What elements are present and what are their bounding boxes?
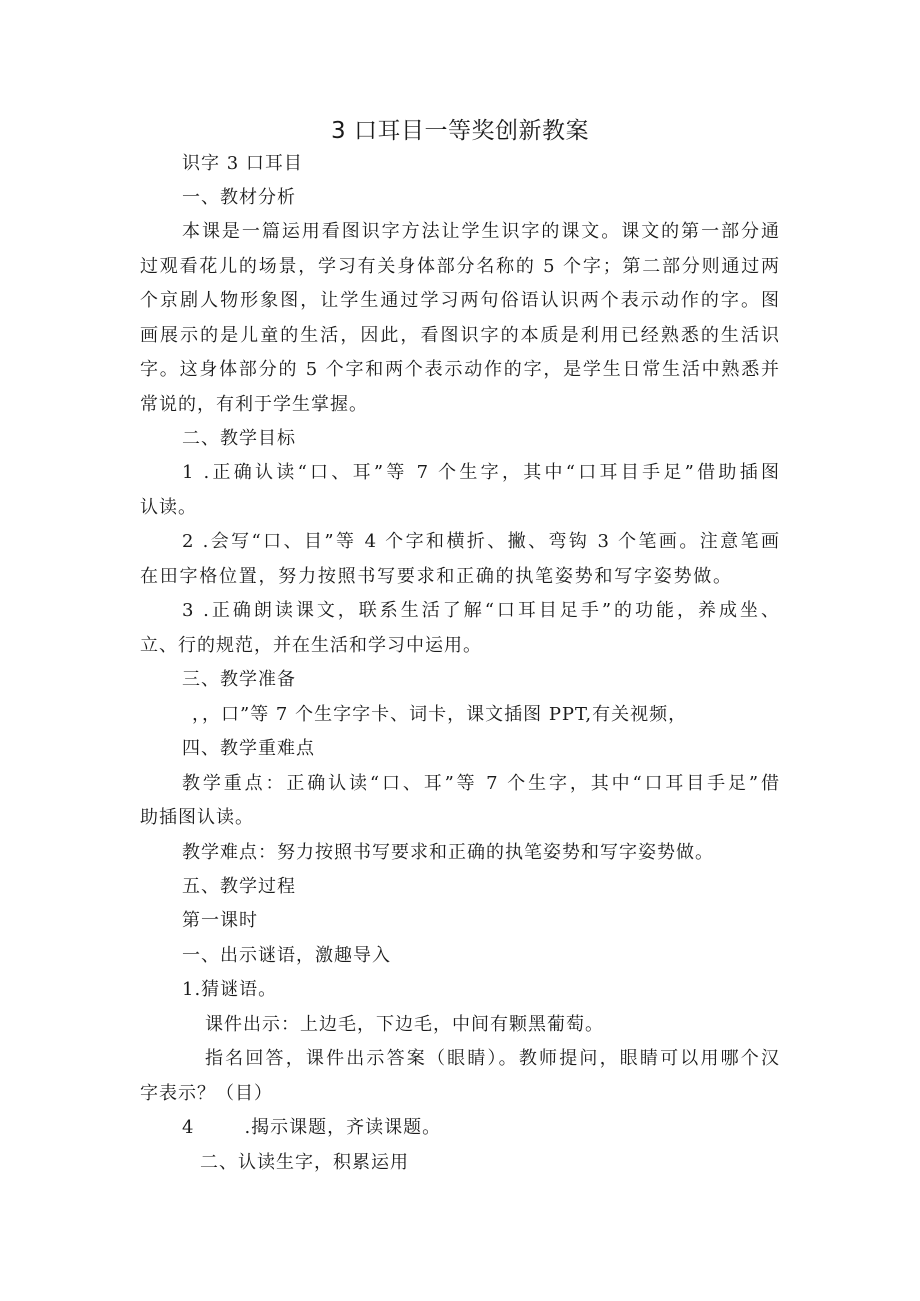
answer-text-cont: 字表示？（目） [140,1083,273,1104]
paragraph-line: 过观看花儿的场景，学习有关身体部分名称的 5 个字；第二部分则通过两 [140,256,780,277]
goal-item-1: 1 .正确认读“口、耳”等 7 个生字，其中“口耳目手足”借助插图 [182,462,780,483]
section-heading-process: 五、教学过程 [182,876,296,897]
lesson-subtitle: 识字 3 口耳目 [182,153,303,174]
section-heading-goals: 二、教学目标 [182,428,296,449]
courseware-riddle: 课件出示：上边毛，下边毛，中间有颗黑葡萄。 [205,1014,604,1035]
step-heading-riddle: 一、出示谜语，激趣导入 [182,945,391,966]
goal-item-3: 3 .正确朗读课文，联系生活了解“口耳目足手”的功能，养成坐、 [182,600,780,621]
answer-text: 指名回答，课件出示答案（眼睛）。教师提问，眼睛可以用哪个汉 [205,1048,780,1069]
section-heading-analysis: 一、教材分析 [182,187,296,208]
goal-item-2: 2 .会写“口、目”等 4 个字和横折、撇、弯钩 3 个笔画。注意笔画 [182,531,780,552]
goal-item-2-cont: 在田字格位置，努力按照书写要求和正确的执笔姿势和写字姿势做。 [140,566,732,587]
difficulty-text: 教学难点：努力按照书写要求和正确的执笔姿势和写字姿势做。 [182,842,714,863]
step-item-guess: 1.猜谜语。 [182,979,278,1000]
step-text: .揭示课题，齐读课题。 [244,1117,442,1138]
step-item-reveal [182,1116,441,1140]
lesson-period: 第一课时 [182,910,258,931]
step-number: 4 [182,1117,195,1138]
goal-item-1-cont: 认读。 [140,497,197,518]
document-title: 3 口耳目一等奖创新教案 [331,118,589,144]
section-heading-key-points: 四、教学重难点 [182,738,315,759]
paragraph-line: 常说的，有利于学生掌握。 [140,394,368,415]
preparation-text: ，，口”等 7 个生字字卡、词卡，课文插图 PPT,有关视频， [192,704,688,725]
paragraph-line: 字。这身体部分的 5 个字和两个表示动作的字，是学生日常生活中熟悉并 [140,359,780,380]
goal-item-3-cont: 立、行的规范，并在生活和学习中运用。 [140,635,482,656]
paragraph-line: 本课是一篇运用看图识字方法让学生识字的课文。课文的第一部分通 [182,221,780,242]
key-point-text: 教学重点：正确认读“口、耳”等 7 个生字，其中“口耳目手足”借 [182,773,780,794]
paragraph-line: 个京剧人物形象图，让学生通过学习两句俗语认识两个表示动作的字。图 [140,290,780,311]
step-heading-recognize: 二、认读生字，积累运用 [200,1152,409,1173]
section-heading-preparation: 三、教学准备 [182,669,296,690]
paragraph-line: 画展示的是儿童的生活，因此，看图识字的本质是利用已经熟悉的生活识 [140,325,780,346]
key-point-text-cont: 助插图认读。 [140,807,254,828]
